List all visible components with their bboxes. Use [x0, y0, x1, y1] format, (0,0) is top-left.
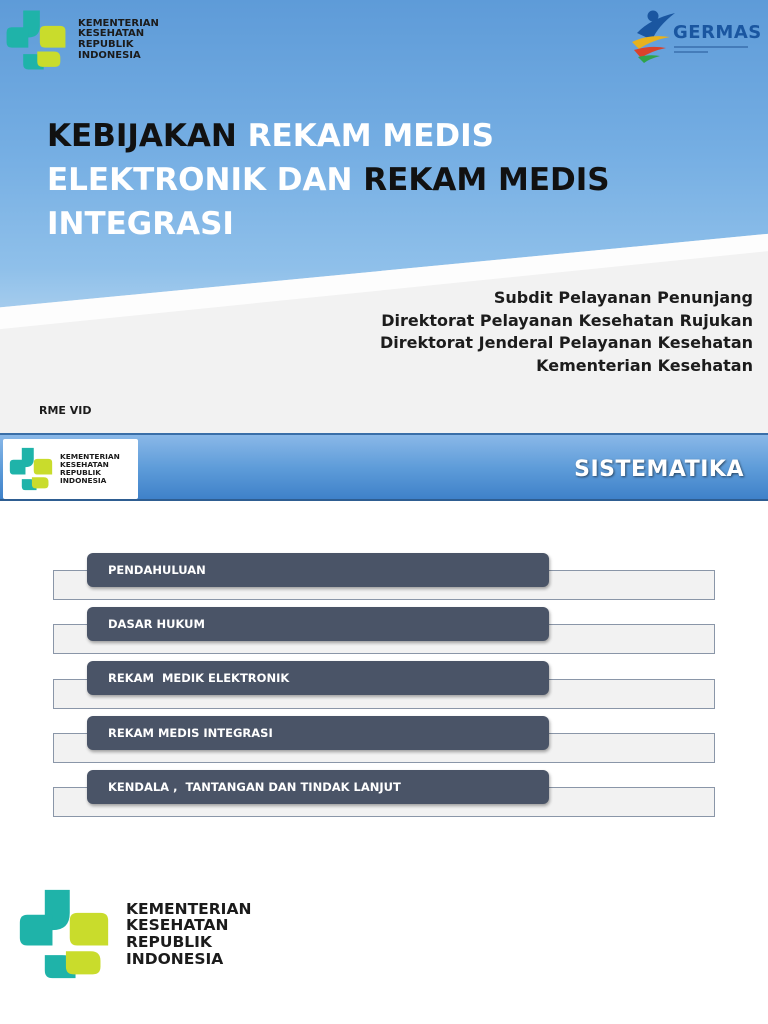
kemenkes-emblem-icon [4, 7, 68, 73]
logo-text-line: KEMENTERIAN [78, 17, 159, 29]
logo-text-line: KESEHATAN [60, 460, 109, 470]
logo-text-line: KESEHATAN [126, 916, 229, 935]
emblem-petal [37, 52, 60, 67]
organization-line: Subdit Pelayanan Penunjang [493, 288, 753, 307]
germas-logo [628, 6, 762, 64]
germas-wordmark: GERMAS [673, 22, 762, 43]
emblem-petal [40, 26, 66, 48]
logo-text-line: KEMENTERIAN [60, 452, 120, 462]
emblem-petal [32, 477, 49, 488]
slide-footer-label: RME VID [39, 404, 92, 417]
kemenkes-emblem-icon [8, 445, 54, 493]
logo-slide [0, 865, 768, 1024]
agenda-item-label: PENDAHULUAN [108, 563, 206, 577]
organization-block [380, 287, 753, 377]
title-segment: REKAM MEDIS [363, 162, 610, 198]
organization-line: Direktorat Jenderal Pelayanan Kesehatan [379, 333, 753, 353]
logo-text-line: INDONESIA [60, 475, 107, 485]
agenda-item-label: REKAM MEDIK ELEKTRONIK [108, 671, 290, 685]
kemenkes-logo-text [60, 453, 120, 484]
title-segment: REKAM MEDIS [247, 118, 494, 154]
emblem-petal [66, 951, 101, 974]
title-segment: INTEGRASI [47, 206, 234, 242]
agenda-item-label: REKAM MEDIS INTEGRASI [108, 726, 273, 740]
kemenkes-logo [4, 7, 159, 73]
emblem-petal [7, 27, 29, 47]
kemenkes-logo-text [78, 19, 159, 61]
agenda-item-bar [87, 770, 549, 804]
emblem-petal [10, 460, 26, 475]
kemenkes-emblem-icon [16, 884, 112, 984]
agenda-item [0, 770, 768, 818]
organization-line: Kementerian Kesehatan [536, 355, 753, 375]
agenda-heading: SISTEMATIKA [574, 457, 744, 482]
kemenkes-logo [8, 445, 120, 493]
agenda-header-bar [0, 433, 768, 501]
germas-tagline-2 [674, 51, 708, 53]
kemenkes-logo [16, 884, 251, 984]
agenda-item-bar [87, 553, 549, 587]
logo-text-line: REPUBLIK [60, 468, 101, 477]
agenda-item [0, 553, 768, 601]
logo-text-line: REPUBLIK [126, 933, 212, 951]
title-segment: ELEKTRONIK DAN [47, 162, 364, 198]
title-slide [0, 0, 768, 433]
agenda-item-bar [87, 716, 549, 750]
organization-line: Direktorat Pelayanan Kesehatan Rujukan [381, 310, 753, 330]
agenda-item [0, 607, 768, 655]
agenda-slide [0, 433, 768, 865]
logo-text-line: REPUBLIK [78, 39, 134, 50]
emblem-petal [20, 915, 53, 946]
title-segment: KEBIJAKAN [47, 118, 248, 154]
logo-text-line: INDONESIA [126, 949, 224, 968]
agenda-item [0, 661, 768, 709]
agenda-item-bar [87, 607, 549, 641]
presentation-title [47, 114, 687, 246]
agenda-item-label: DASAR HUKUM [108, 617, 205, 631]
agenda-item-bar [87, 661, 549, 695]
logo-text-line: INDONESIA [78, 49, 141, 61]
emblem-petal [70, 913, 108, 946]
agenda-item-label: KENDALA , TANTANGAN DAN TINDAK LANJUT [108, 780, 401, 794]
emblem-petal [34, 459, 52, 475]
logo-text-line: KEMENTERIAN [126, 899, 252, 918]
germas-tagline [674, 46, 748, 48]
kemenkes-logo-text [126, 901, 251, 967]
logo-text-line: KESEHATAN [78, 28, 145, 40]
agenda-item [0, 716, 768, 764]
